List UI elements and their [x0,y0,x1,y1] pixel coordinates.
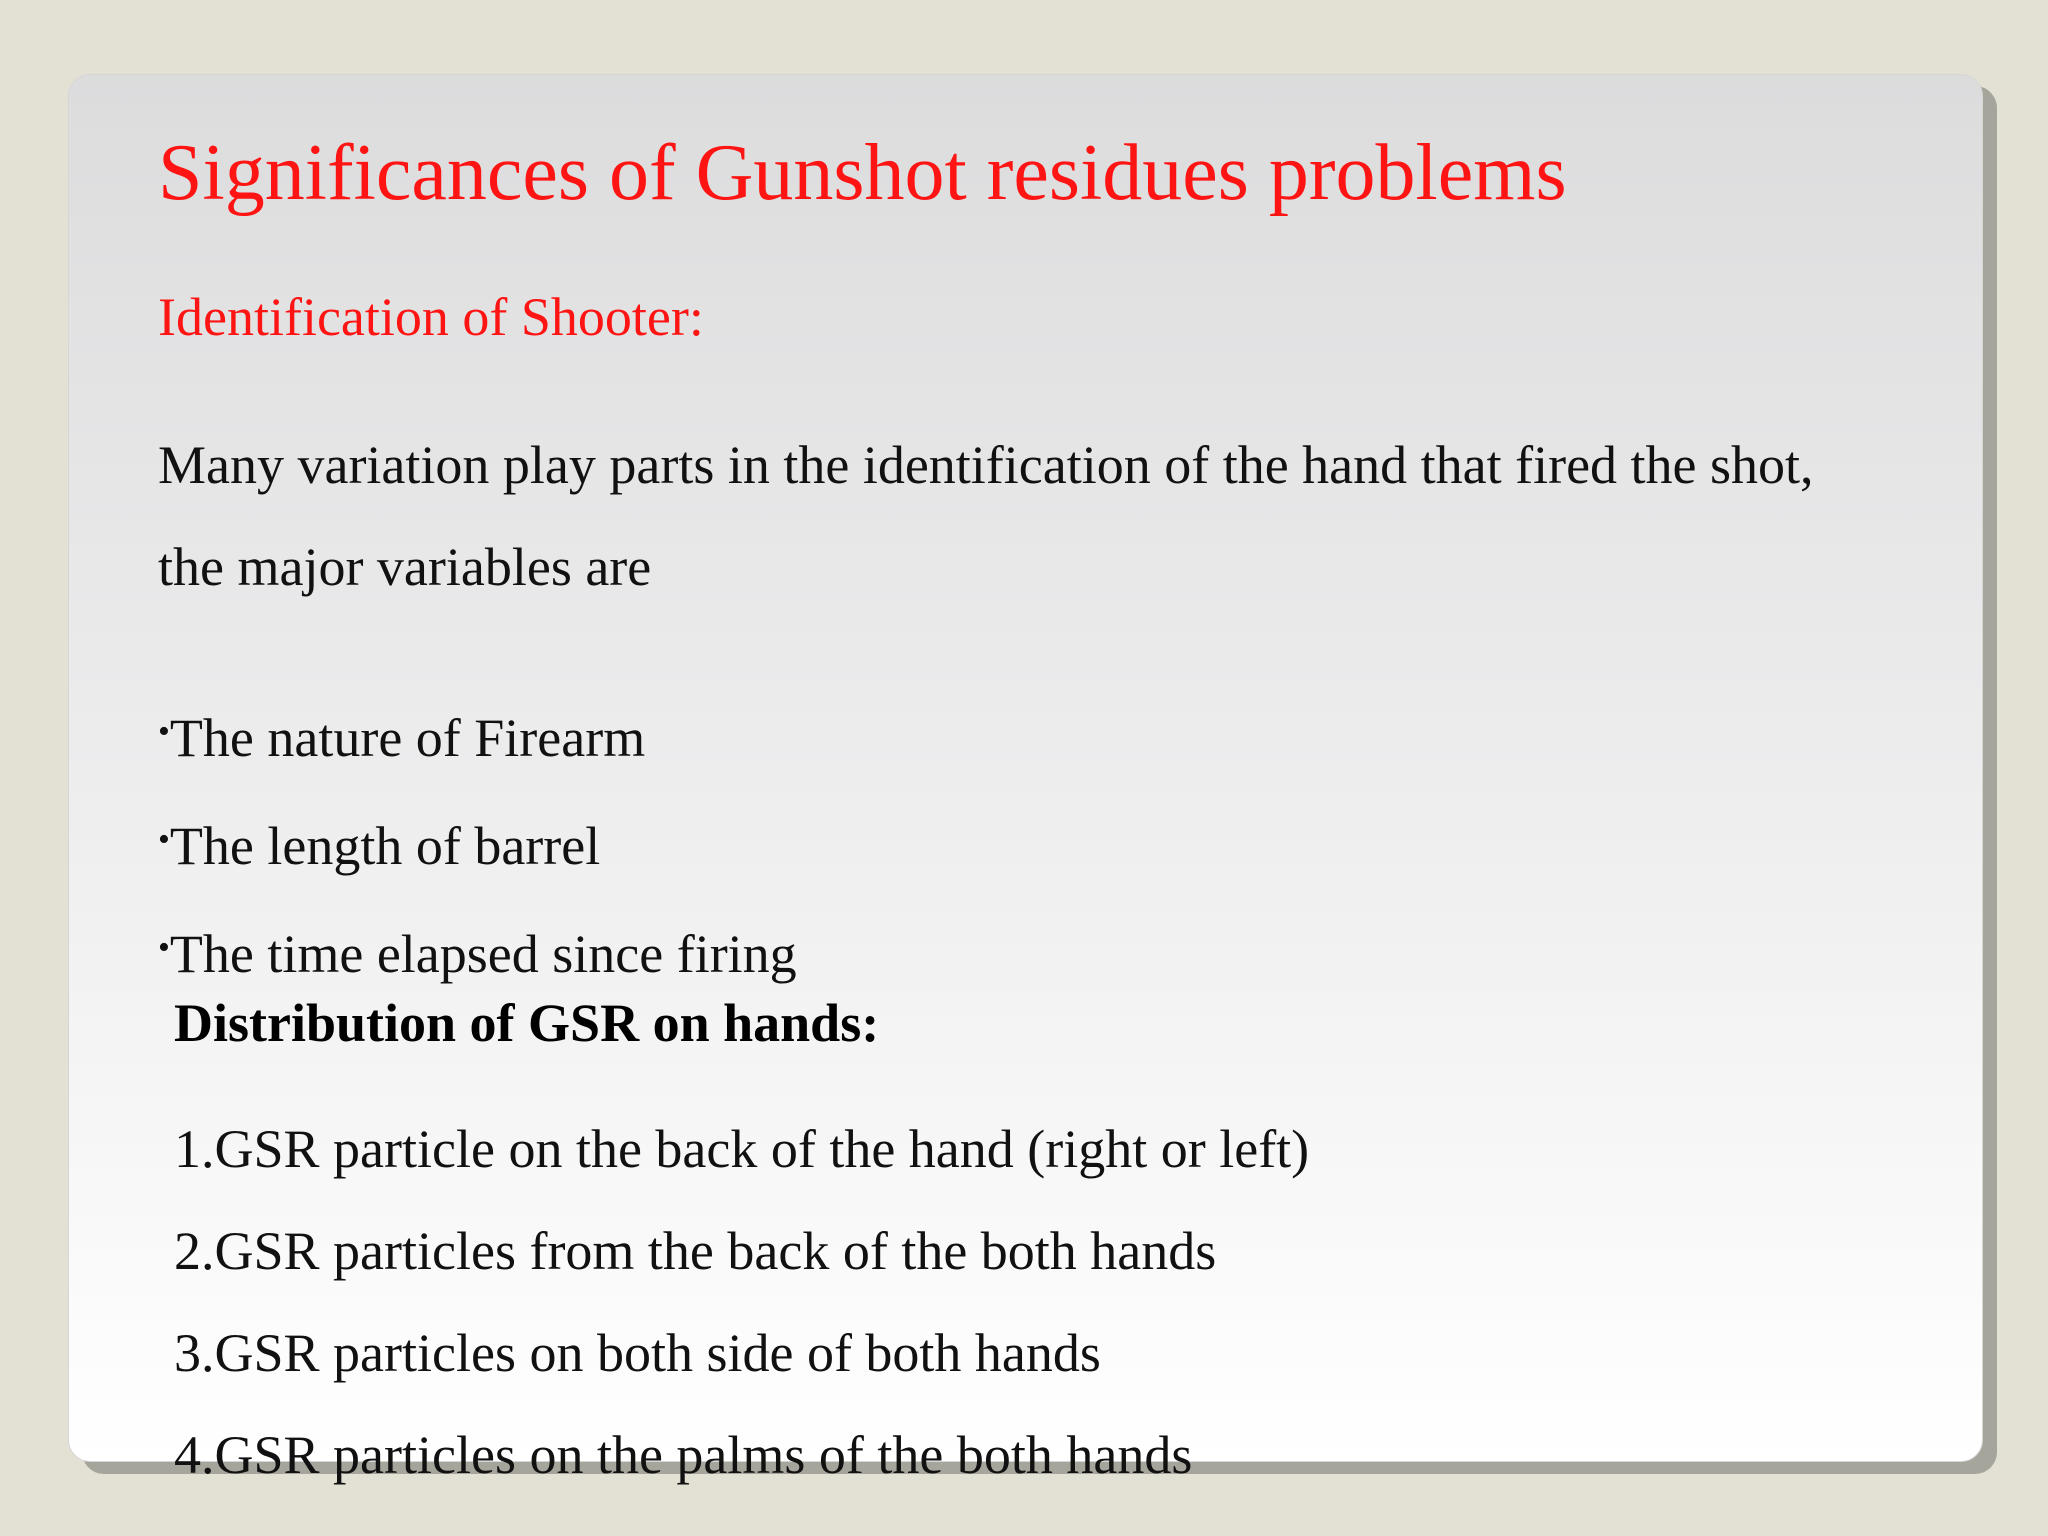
variables-list [158,681,797,1005]
list-item-text: The nature of Firearm [169,708,646,768]
bullet-icon: • [158,821,170,858]
list-item: 1.GSR particle on the back of the hand (right or left) [174,1119,1310,1179]
list-item-text: The time elapsed since firing [169,924,797,984]
list-item-text: The length of barrel [169,816,601,876]
section-subtitle: Identification of Shooter: [158,287,704,347]
list-item: 3.GSR particles on both side of both hands [174,1323,1101,1383]
bullet-icon: • [158,713,170,750]
distribution-heading: Distribution of GSR on hands: [174,993,880,1053]
list-item: 2.GSR particles from the back of the both hands [174,1221,1217,1281]
slide [68,74,1983,1485]
bullet-icon: • [158,929,170,966]
list-item [158,897,797,1005]
list-item [158,789,797,897]
intro-paragraph: Many variation play parts in the identification of the hand that fired the shot, the major variables are [158,435,1814,597]
list-item: 4.GSR particles on the palms of the both hands [174,1425,1193,1485]
slide-title: Significances of Gunshot residues problems [158,129,1567,217]
distribution-list [174,1098,1309,1506]
list-item [158,681,797,789]
